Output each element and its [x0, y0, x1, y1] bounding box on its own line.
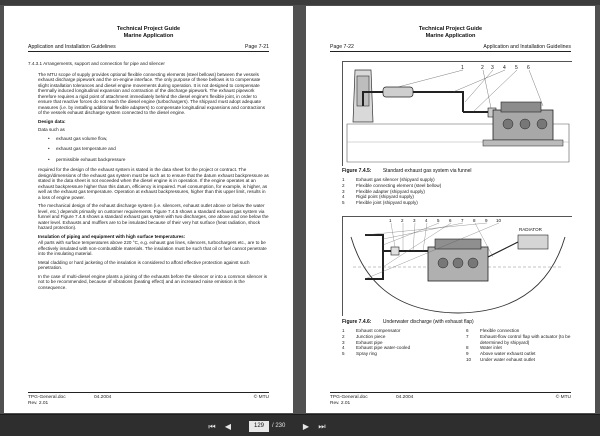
- document-page-right: [306, 6, 595, 413]
- paragraph-cladding: Metal cladding or hard jacketing of the insulation is considered to afford effective protection against such penetration.: [38, 259, 250, 270]
- legend-num: 6: [466, 328, 469, 333]
- total-pages-label: / 230: [272, 423, 286, 429]
- page-body: [28, 61, 269, 293]
- section-heading: 7.4.3.1 Arrangements, support and connection for pipe and silencer: [28, 61, 165, 66]
- underwater-drawing: [343, 217, 573, 317]
- legend-num: 1: [342, 328, 345, 333]
- fig2-callout: 1: [389, 218, 392, 223]
- footer-date: 04.2004: [94, 395, 112, 400]
- prev-page-icon[interactable]: ◀: [224, 422, 232, 431]
- list-item: • exhaust gas volume flow,: [48, 136, 269, 142]
- legend-text: Spray ring: [356, 351, 377, 357]
- legend-num: 4: [342, 345, 345, 351]
- paragraph-insulation: All parts with surface temperatures above 220 °C, e.g. exhaust gas lines, silencers, turbochargers etc., are to be effectively insulated with non-combustible materials. The insulation must be such that oil or fuel cannot penetrate into the insulating material.: [38, 240, 267, 256]
- figure-underwater-diagram: [342, 216, 572, 316]
- fig2-callout: 4: [425, 218, 428, 223]
- paragraph-design: required for the design of the exhaust system is stated in the data sheet for the project or contract. The design/dimensions of the exhaust gas system must be such as to ensure that the datum exhaust backpressure as stated in the data sheet is not exceeded when the diesel engine is in operation. If the engine operates at an exhaust backpressure higher than this datum, efficiency is impaired. Fuel consumption, for example, is higher, as well as the exhaust gas temperature. Operation at exhaust backpressures, higher than this upper limit, results in a loss of engine power.: [38, 167, 269, 200]
- footer-doc-name: TPG-General.doc: [28, 395, 66, 400]
- caption-number: Figure 7.4.6:: [342, 319, 372, 325]
- legend-num: 10: [466, 356, 472, 362]
- figure-legend-7-4-5: [342, 177, 441, 206]
- legend-num: 5: [342, 351, 345, 357]
- page-number-label: Page 7-22: [330, 44, 354, 50]
- legend-num: 5: [342, 200, 345, 206]
- legend-row: [342, 351, 457, 357]
- legend-num: 9: [466, 351, 469, 357]
- legend-row: [466, 357, 574, 363]
- footer-brand: © MTU: [253, 395, 269, 400]
- page-title-line2: Marine Application: [123, 33, 174, 39]
- paragraph-mechanical: The mechanical design of the exhaust discharge system (i.e. silencers, exhaust outlet above or below the water level, etc.) depends primarily on customer requirements. Figure 7.4.5 shows a standard exhaust gas system via funnel and Figure 7.4.6 shows a standard exhaust gas system with two discharges, one above and one below the water level. Exhausts and mufflers are to be insulated because of their very hot surface (heat radiation, shock hazard protection).: [38, 203, 269, 230]
- legend-text: Flexible connection: [480, 328, 520, 333]
- legend-text: Exhaust compensator: [356, 328, 401, 333]
- pdf-navigation-toolbar: [0, 414, 600, 436]
- footer-date: 04.2004: [396, 395, 414, 400]
- design-data-heading: Design data:: [38, 118, 66, 124]
- viewer-top-strip: [0, 0, 600, 5]
- section-header: Application and Installation Guidelines: [483, 44, 571, 50]
- figure-legend-7-4-6-left: [342, 328, 457, 357]
- figure-legend-7-4-6-right: [466, 328, 574, 363]
- data-such-as-text: Data such as: [38, 127, 65, 132]
- fig2-callout: 5: [437, 218, 440, 223]
- header-rule: [330, 51, 571, 52]
- document-page-left: [4, 6, 293, 413]
- section-header: Application and Installation Guidelines: [28, 44, 116, 50]
- paragraph-multi-engine: In the case of multi-diesel engine plants a joining of the exhausts before the silencer or into a common silencer is not to be recommended, because of vibrations (beating effect) and an increased noise emission is the consequence.: [38, 273, 268, 290]
- legend-num: 4: [342, 194, 345, 200]
- fig2-callout: 10: [496, 218, 502, 223]
- figure-funnel-diagram: [342, 61, 572, 166]
- legend-text: Water inlet: [480, 345, 502, 351]
- legend-num: 3: [342, 339, 345, 345]
- legend-text: Exhaust gas silencer (shipyard supply): [356, 177, 435, 182]
- footer-rule: [330, 392, 571, 393]
- legend-row: [342, 200, 441, 206]
- legend-text: Above water exhaust outlet: [480, 351, 536, 357]
- legend-num: 1: [342, 177, 345, 182]
- legend-num: 8: [466, 345, 469, 351]
- caption-number: Figure 7.4.5:: [342, 168, 372, 174]
- legend-num: 3: [342, 188, 345, 194]
- fig2-callout: 2: [401, 218, 404, 223]
- legend-num: 2: [342, 182, 345, 188]
- figure-caption-7-4-5: [342, 168, 472, 174]
- header-rule: [28, 51, 269, 52]
- fig1-callout: 5: [515, 65, 518, 71]
- footer-doc-name: TPG-General.doc: [330, 395, 368, 400]
- page-title-line1: Technical Project Guide: [418, 26, 483, 32]
- legend-text: Flexible connecting element (steel bellow): [356, 182, 442, 188]
- footer-rule: [28, 392, 269, 393]
- legend-row: [466, 334, 574, 346]
- next-page-icon[interactable]: ▶: [302, 422, 310, 431]
- paragraph-bellows: The MTU scope of supply provides optional flexible connecting elements (steel bellows) between the vessels exhaust discharge pipework and the on-engine interface. The only purpose of these bellows is to compensate slight installation tolerances and diesel engine movements during operation. It is not designed to compensate thermally induced longitudinal expansion and contraction of the discharge pipework. The exhaust pipework therefore requires a rigid point of attachment immediately behind the diesel engine's flexible joint, in order to ensure that reactive forces do not reach the diesel engine (turbochargers). The shipyard must adopt adequate measures (i.e. by installing additional flexible adapters) to compensate longitudinal expansions and contractions of the vessels exhaust discharge system connected to the diesel engine.: [38, 71, 266, 115]
- fig2-callout: 8: [473, 218, 476, 223]
- legend-text: Flexible adapter (shipyard supply): [356, 188, 425, 194]
- footer-brand: © MTU: [555, 395, 571, 400]
- fig1-callout: 6: [527, 65, 530, 71]
- page-title-line2: Marine Application: [425, 33, 476, 39]
- legend-text: Rigid point (shipyard supply): [356, 194, 414, 200]
- data-bullet-list: [48, 136, 269, 163]
- caption-title: Underwater discharge (with exhaust flap): [382, 319, 474, 325]
- footer-revision: Rev. 2.01: [330, 401, 351, 406]
- page-title-line1: Technical Project Guide: [116, 26, 181, 32]
- list-item: • permissible exhaust backpressure: [48, 157, 269, 163]
- fig1-callout: 4: [503, 65, 506, 71]
- page-number-label: Page 7-21: [245, 44, 269, 50]
- fig2-callout: 9: [485, 218, 488, 223]
- radiator-label: RADIATOR: [519, 227, 542, 232]
- fig1-callout: 3: [491, 65, 494, 71]
- fig1-callout: 1: [461, 65, 464, 71]
- page-number-input[interactable]: [249, 421, 269, 432]
- legend-text: Exhaust-flow control flap with actuator (to be determined by shipyard): [480, 333, 571, 345]
- legend-text: Exhaust pipe water-cooled: [356, 345, 411, 351]
- legend-text: Flexible joint (shipyard supply): [356, 200, 418, 206]
- legend-text: Junction piece: [356, 333, 386, 339]
- insulation-heading: Insulation of piping and equipment with high surface temperatures:: [38, 233, 186, 239]
- fig2-callout: 7: [461, 218, 464, 223]
- funnel-drawing: [343, 62, 573, 167]
- caption-title: Standard exhaust gas system via funnel: [382, 168, 472, 174]
- legend-num: 7: [466, 333, 469, 339]
- fig2-callout: 6: [449, 218, 452, 223]
- list-item: • exhaust gas temperature and: [48, 146, 269, 152]
- footer-revision: Rev. 2.01: [28, 401, 49, 406]
- legend-num: 2: [342, 333, 345, 339]
- last-page-icon[interactable]: ⏭: [318, 422, 326, 431]
- legend-text: Exhaust pipe: [356, 339, 383, 345]
- fig1-callout: 2: [481, 65, 484, 71]
- fig2-callout: 3: [413, 218, 416, 223]
- legend-text: Under water exhaust outlet: [480, 356, 535, 362]
- figure-caption-7-4-6: [342, 319, 474, 325]
- first-page-icon[interactable]: ⏮: [208, 422, 216, 431]
